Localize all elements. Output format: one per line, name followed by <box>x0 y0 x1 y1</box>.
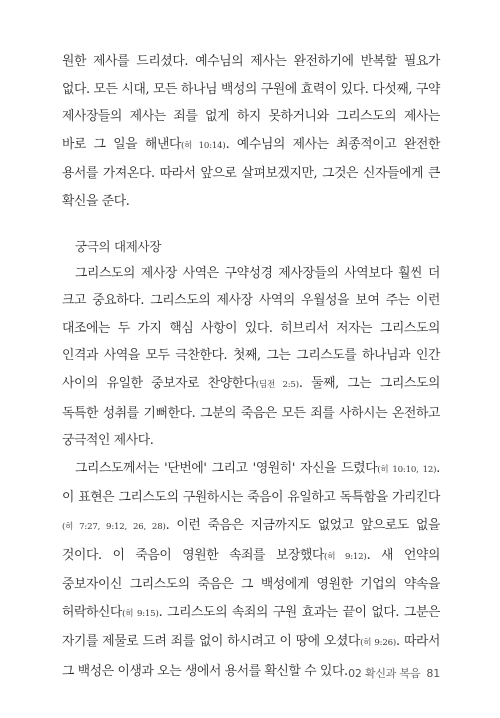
paragraph-3-text-e: . 그리스도의 속죄의 구원 효과는 끝이 없다. 그분은 자기를 제물로 드려 죄를 없이 하시려고 이 땅에 오셨다 <box>62 604 441 650</box>
scripture-reference: (히 7:27, 9:12, 26, 28) <box>62 521 166 532</box>
chapter-title: 02 확신과 복음 <box>348 667 421 680</box>
scripture-reference: (히 9:26) <box>360 638 397 649</box>
scripture-reference: (히 9:15) <box>122 608 159 619</box>
paragraph-1-text-a: 원한 제사를 드리셨다. 예수님의 제사는 완전하기에 반복할 필요가 없다. 모든 시대, 모든 하나님 백성의 구원에 효력이 있다. 다섯째, 구약 제사장들의 제사는 죄를 없게 하지 못하거니와 그리스도의 제사는 바로 그 일을 해낸다 <box>62 54 440 152</box>
paragraph-2-text-a: 그리스도의 제사장 사역은 구약성경 제사장들의 사역보다 훨씬 더 크고 중요하다. 그리스도의 제사장 사역의 우월성을 보여 주는 이런 대조에는 두 가지 핵심 사항이 있다. 히브리서 저자는 그리스도의 인격과 사역을 모두 극찬한다. 첫째, 그는 그리스도를 하나님과 인간 사이의 유일한 중보자로 찬양한다 <box>62 265 440 391</box>
page-footer <box>348 665 440 681</box>
paragraph-3-text-a: 그리스도께서는 '단번에' 그리고 '영원히' 자신을 드렸다 <box>75 460 378 476</box>
scripture-reference: (히 10:14) <box>180 140 226 151</box>
page-body <box>62 48 440 685</box>
paragraph-1-text-b: . 예수님의 제사는 최종적이고 완전한 용서를 가져온다. 따라서 앞으로 살펴보겠지만, 그것은 신자들에게 큰 확신을 준다. <box>62 136 440 209</box>
page-number: 81 <box>426 667 440 680</box>
scripture-reference: (히 9:12) <box>324 551 367 562</box>
section-heading: 궁극의 대제사장 <box>75 238 162 254</box>
paragraph-3-text-b: . 이 표현은 그리스도의 구원하시는 죽음이 유일하고 독특함을 가리킨다 <box>62 460 440 506</box>
scripture-reference: (히 10:10, 12) <box>377 464 437 475</box>
paragraph-3-text-d: . 새 언약의 중보자이신 그리스도의 죽음은 그 백성에게 영원한 기업의 약속을 허락하신다 <box>62 547 441 620</box>
paragraph-3 <box>62 455 440 686</box>
paragraph-1 <box>62 48 440 216</box>
paragraph-2-text-b: . 둘째, 그는 그리스도의 독특한 성취를 기뻐한다. 그분의 죽음은 모든 죄를 사하시는 온전하고 궁극적인 제사다. <box>62 375 440 449</box>
scripture-reference: (딤전 2:5) <box>255 379 299 390</box>
paragraph-3-text-f: . 따라서 그 백성은 이생과 오는 생에서 용서를 확신할 수 있다. <box>62 634 440 679</box>
paragraph-2 <box>62 260 440 455</box>
paragraph-3-text-c: . 이런 죽음은 지금까지도 없었고 앞으로도 없을 것이다. 이 죽음이 영원한 속죄를 보장했다 <box>62 517 441 563</box>
